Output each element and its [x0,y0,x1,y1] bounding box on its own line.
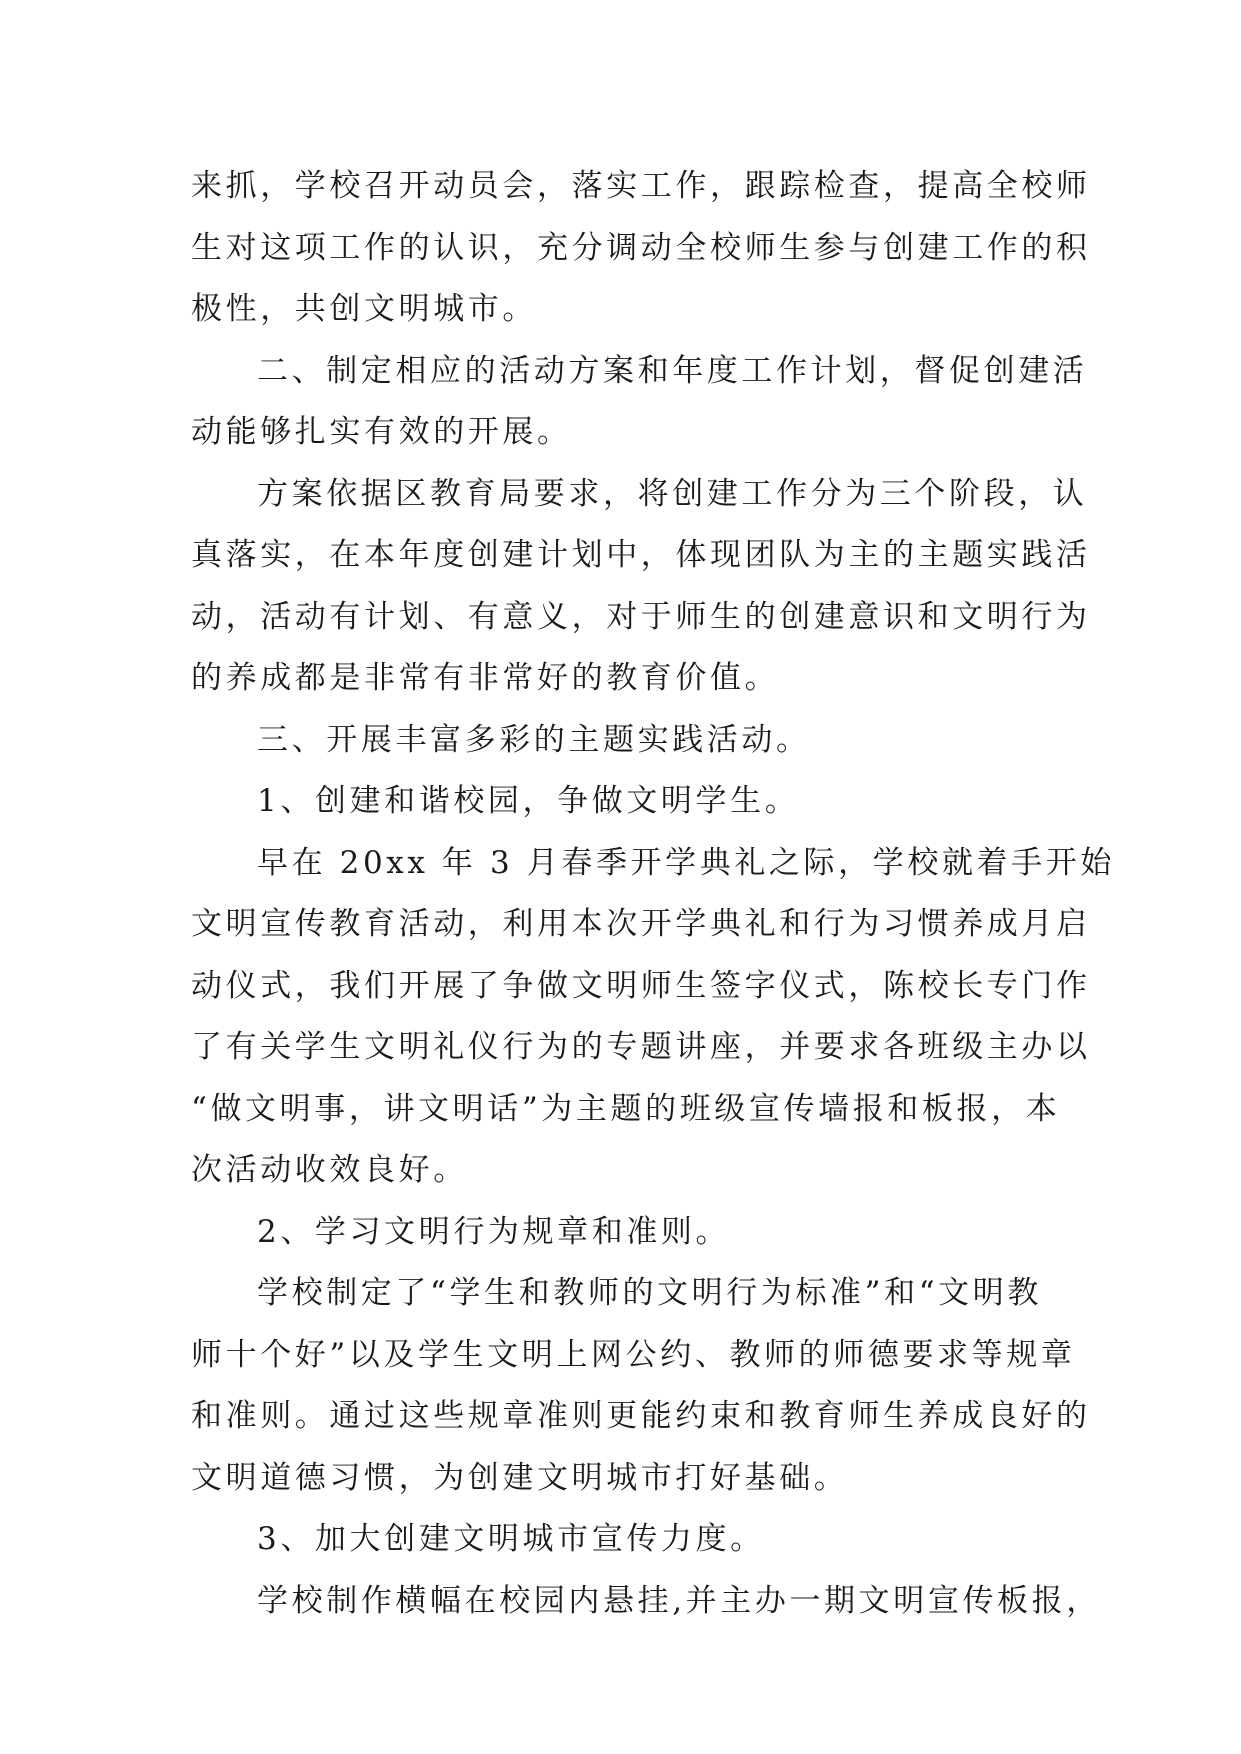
text-line: 的养成都是非常有非常好的教育价值。 [191,660,780,696]
text-line: 和准则。通过这些规章准则更能约束和教育师生养成良好的 [191,1398,1091,1434]
section-heading-2: 二、制定相应的活动方案和年度工作计划，督促创建活 [257,352,1088,389]
text-line: “做文明事，讲文明话”为主题的班级宣传墙报和板报，本 [191,1090,1061,1127]
text-line: 极性，共创文明城市。 [191,291,537,327]
text-line: 次活动收效良好。 [191,1152,468,1188]
text-line: 真落实，在本年度创建计划中，体现团队为主的主题实践活 [191,537,1091,573]
text-line: 文明宣传教育活动，利用本次开学典礼和行为习惯养成月启 [191,906,1091,942]
text-line: 动，活动有计划、有意义，对于师生的创建意识和文明行为 [191,598,1091,635]
subheading-3: 3、加大创建文明城市宣传力度。 [257,1521,765,1557]
text-line: 文明道德习惯，为创建文明城市打好基础。 [191,1459,849,1496]
text-line: 方案依据区教育局要求，将创建工作分为三个阶段，认 [257,475,1088,512]
text-line: 学校制作横幅在校园内悬挂,并主办一期文明宣传板报， [257,1582,1101,1619]
text-line: 师十个好”以及学生文明上网公约、教师的师德要求等规章 [191,1336,1076,1373]
subheading-2: 2、学习文明行为规章和准则。 [257,1213,731,1250]
subheading-1: 1、创建和谐校园，争做文明学生。 [257,783,800,819]
document-body [191,156,1115,1632]
text-line: 生对这项工作的认识，充分调动全校师生参与创建工作的积 [191,229,1091,266]
text-line: 动仪式，我们开展了争做文明师生签字仪式，陈校长专门作 [191,967,1091,1004]
text-line: 早在 20xx 年 3 月春季开学典礼之际，学校就着手开始 [257,844,1115,881]
text-line: 学校制定了“学生和教师的文明行为标准”和“文明教 [257,1275,1042,1311]
text-line: 了有关学生文明礼仪行为的专题讲座，并要求各班级主办以 [191,1029,1091,1065]
text-line: 来抓，学校召开动员会，落实工作，跟踪检查，提高全校师 [191,168,1091,204]
text-line: 动能够扎实有效的开展。 [191,414,572,450]
section-heading-3: 三、开展丰富多彩的主题实践活动。 [257,721,811,758]
